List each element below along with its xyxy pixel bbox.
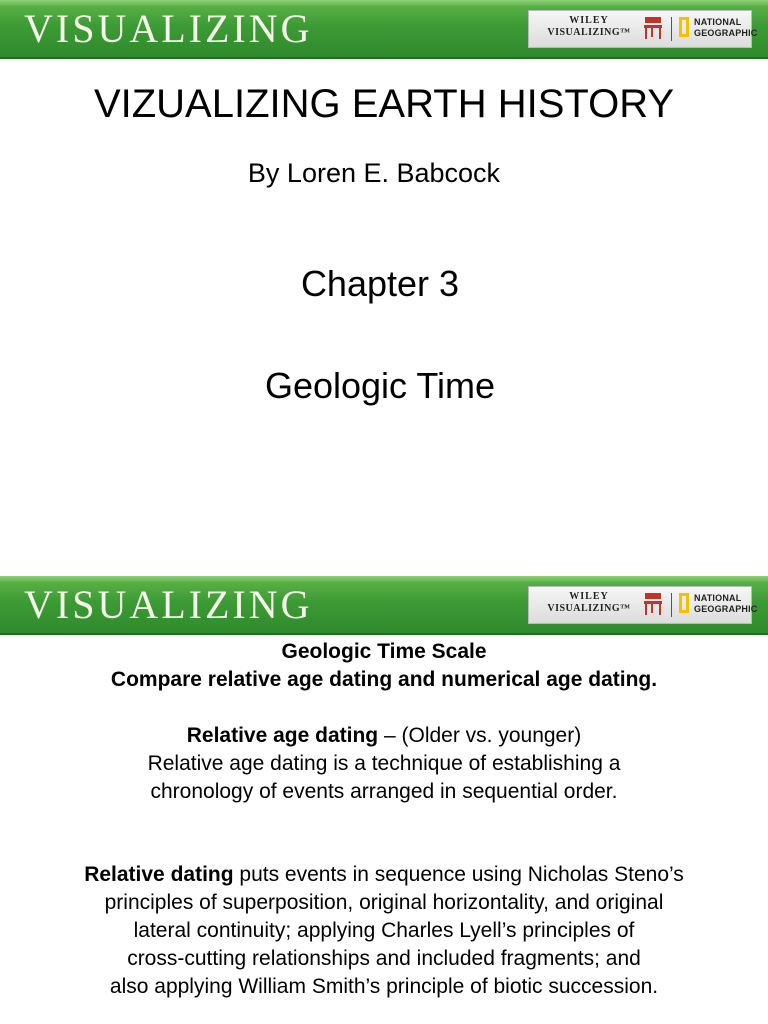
definition-line: chronology of events arranged in sequential order. — [150, 780, 618, 803]
logo-divider — [671, 17, 672, 41]
national-geographic-frame-icon — [679, 593, 689, 613]
logo-series: VISUALIZING™ — [547, 27, 631, 38]
author-line: By Loren E. Babcock — [247, 158, 501, 188]
partner-line-1: NATIONAL — [694, 593, 742, 603]
paragraph-line: lateral continuity; applying Charles Lyell’s principles of — [133, 919, 635, 942]
section-heading: Geologic Time Scale — [281, 640, 487, 663]
term-line — [0, 722, 768, 750]
wiley-visualizing-logo — [537, 591, 641, 615]
chair-icon — [641, 592, 665, 616]
chapter-number: Chapter 3 — [300, 263, 460, 304]
slide-gap — [0, 512, 768, 576]
term-note: – (Older vs. younger) — [378, 724, 582, 747]
national-geographic-frame-icon — [679, 17, 689, 37]
paragraph-line — [0, 861, 768, 889]
wiley-visualizing-logo — [537, 15, 641, 39]
slide-header — [0, 576, 768, 635]
term-relative-dating: Relative dating — [84, 863, 234, 886]
paragraph-text: puts events in sequence using Nicholas Steno’s — [233, 863, 684, 886]
spacer — [0, 806, 768, 861]
logo-publisher: WILEY — [569, 591, 609, 602]
slide-content — [0, 576, 768, 1024]
logo-series: VISUALIZING™ — [547, 603, 631, 614]
paragraph-line: also applying William Smith’s principle of biotic succession. — [109, 975, 659, 998]
logo-divider — [671, 593, 672, 617]
chair-icon — [641, 16, 665, 40]
slide-body — [0, 638, 768, 1001]
partner-name — [694, 593, 758, 615]
section-objective: Compare relative age dating and numerical age dating. — [110, 668, 658, 691]
term-relative-age-dating: Relative age dating — [186, 724, 379, 747]
spacer — [0, 694, 768, 722]
presentation-title: VIZUALIZING EARTH HISTORY — [93, 82, 675, 126]
partner-line-2: GEOGRAPHIC — [694, 28, 758, 38]
publisher-logo — [528, 586, 758, 624]
slide-header — [0, 0, 768, 59]
paragraph-line: principles of superposition, original horizontality, and original — [104, 891, 664, 914]
logo-publisher: WILEY — [569, 15, 609, 26]
chapter-title: Geologic Time — [264, 365, 496, 406]
partner-name — [694, 17, 758, 39]
brand-wordmark: VISUALIZING — [24, 582, 313, 627]
paragraph-line: cross-cutting relationships and included fragments; and — [127, 947, 641, 970]
definition-line: Relative age dating is a technique of establishing a — [147, 752, 621, 775]
brand-wordmark: VISUALIZING — [24, 6, 313, 51]
partner-line-1: NATIONAL — [694, 17, 742, 27]
publisher-logo — [528, 10, 758, 48]
partner-line-2: GEOGRAPHIC — [694, 604, 758, 614]
